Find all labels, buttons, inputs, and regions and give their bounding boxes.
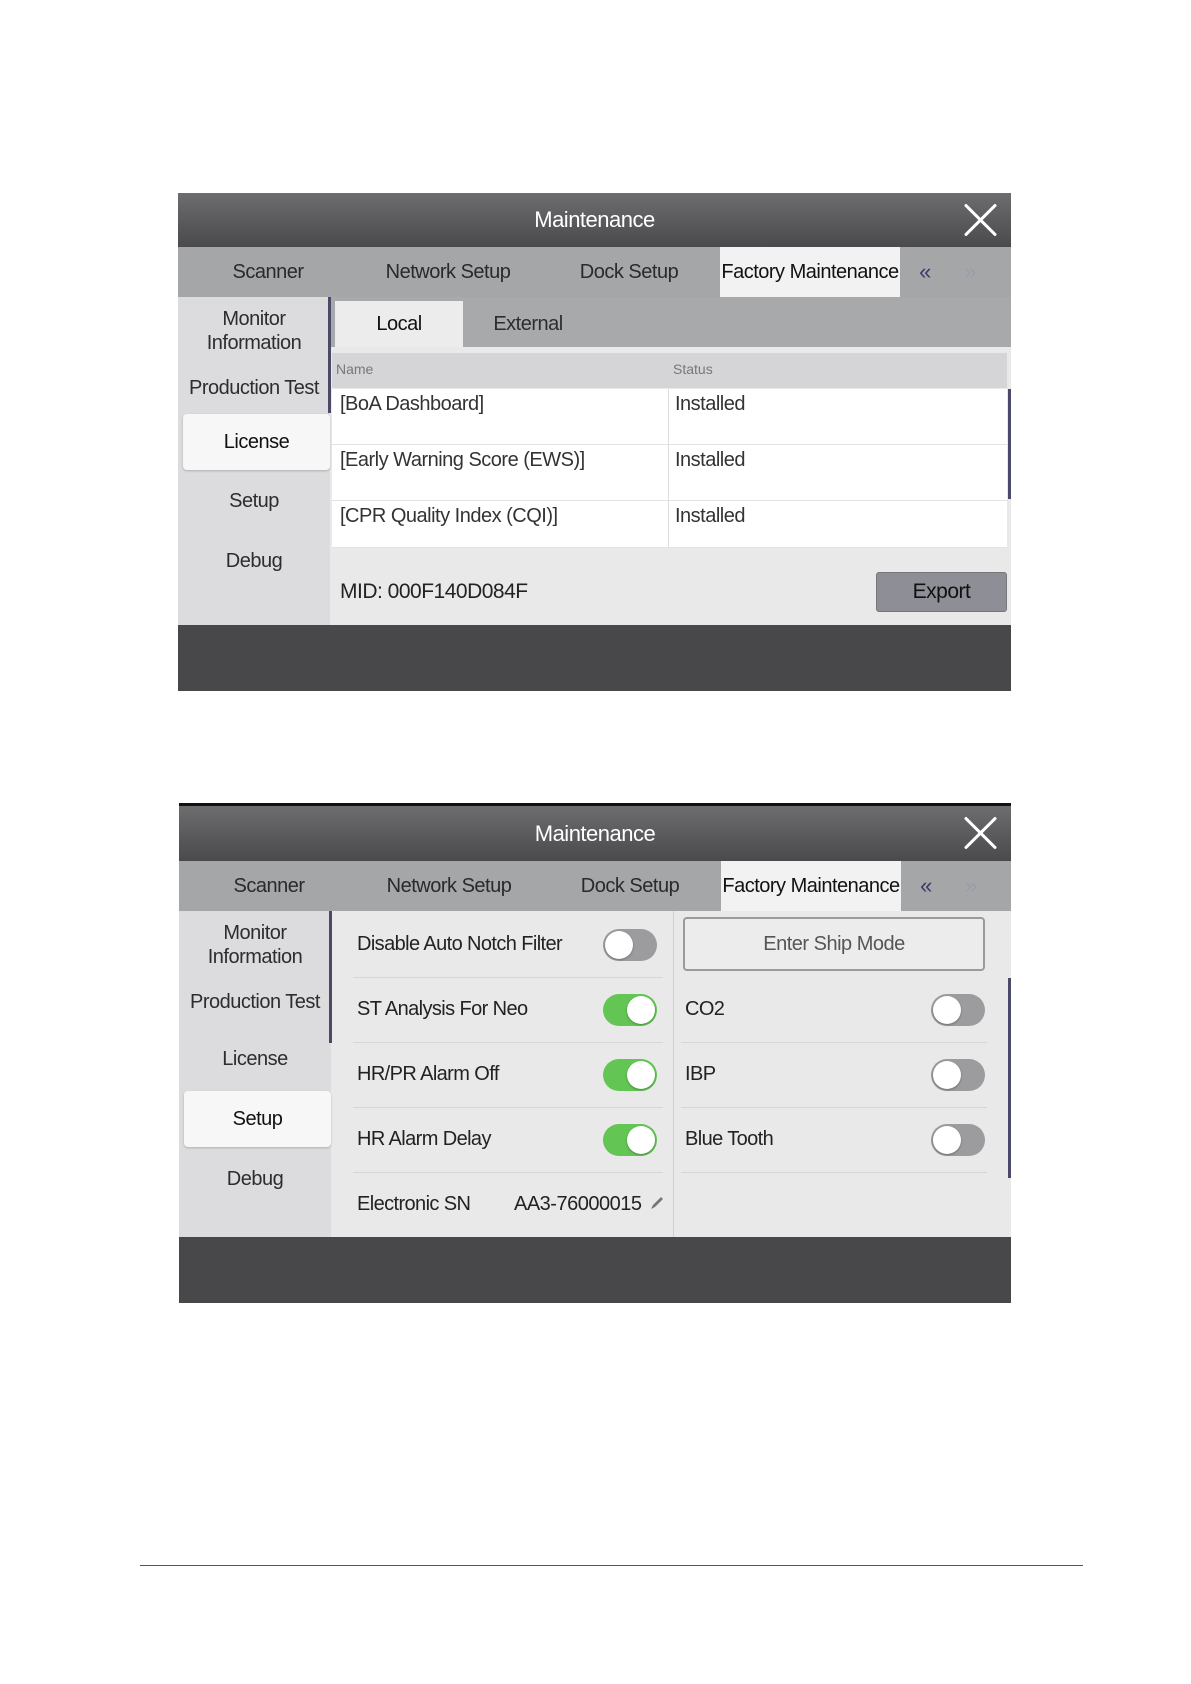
sidebar (178, 297, 330, 625)
window-title: Maintenance (534, 820, 656, 846)
column-header-name: Name (336, 361, 374, 377)
electronic-sn-label: Electronic SN (357, 1193, 471, 1215)
sidebar-item-production-test[interactable]: Production Test (190, 991, 320, 1013)
setting-label: HR Alarm Delay (357, 1128, 491, 1150)
sidebar-item-license[interactable]: License (222, 1048, 288, 1070)
sidebar-item-setup[interactable]: Setup (229, 490, 279, 512)
scrollbar[interactable] (1008, 978, 1011, 1178)
row-status: Installed (675, 449, 745, 471)
chevron-right-icon[interactable]: » (964, 259, 976, 284)
column-divider (673, 911, 674, 1237)
export-button[interactable]: Export (876, 572, 1007, 612)
st-analysis-for-neo-toggle[interactable] (603, 994, 657, 1026)
tab-scanner[interactable]: Scanner (233, 874, 305, 897)
maintenance-license-screen (178, 193, 1011, 691)
setting-label: CO2 (685, 998, 725, 1020)
hr-alarm-delay-toggle[interactable] (603, 1124, 657, 1156)
ibp-toggle[interactable] (931, 1059, 985, 1091)
tab-bar (178, 247, 1011, 297)
setting-row (353, 978, 663, 1043)
setting-label: HR/PR Alarm Off (357, 1063, 499, 1085)
tab-network-setup[interactable]: Network Setup (386, 874, 512, 897)
tab-scanner[interactable]: Scanner (232, 260, 304, 283)
tab-factory-maintenance[interactable]: Factory Maintenance (720, 247, 900, 297)
setting-label: IBP (685, 1063, 716, 1085)
scrollbar[interactable] (1008, 389, 1011, 499)
enter-ship-mode-button[interactable]: Enter Ship Mode (683, 917, 985, 971)
tab-factory-maintenance[interactable]: Factory Maintenance (721, 861, 901, 911)
setting-row (681, 978, 987, 1043)
close-icon[interactable] (961, 201, 999, 239)
row-name: [Early Warning Score (EWS)] (340, 449, 585, 471)
electronic-sn-row (353, 1173, 663, 1238)
sidebar-item-debug[interactable]: Debug (225, 550, 283, 572)
table-row[interactable] (332, 501, 1007, 548)
chevron-left-icon[interactable]: « (920, 873, 932, 898)
table-row[interactable] (332, 445, 1007, 501)
sidebar-item-monitor-information[interactable]: Monitor Information (206, 308, 302, 354)
setting-row (681, 1108, 987, 1173)
row-status: Installed (675, 393, 745, 415)
setting-label: ST Analysis For Neo (357, 998, 528, 1020)
tab-network-setup[interactable]: Network Setup (385, 260, 511, 283)
sidebar-item-monitor-information[interactable]: Monitor Information (207, 922, 303, 968)
table-header (332, 353, 1007, 388)
electronic-sn-value[interactable]: AA3-76000015 (514, 1193, 642, 1215)
subtab-bar (331, 297, 1011, 347)
chevron-left-icon[interactable]: « (919, 259, 931, 284)
co2-toggle[interactable] (931, 994, 985, 1026)
mid-value: 000F140D084F (387, 580, 528, 603)
chevron-right-icon[interactable]: » (965, 873, 977, 898)
sidebar-item-license[interactable]: License (183, 414, 330, 470)
mid-label: MID: (340, 580, 383, 603)
tab-dock-setup[interactable]: Dock Setup (580, 874, 680, 897)
subtab-local[interactable]: Local (335, 301, 463, 347)
sidebar (179, 911, 331, 1237)
row-name: [CPR Quality Index (CQI)] (340, 505, 558, 527)
mid-readout (340, 580, 528, 604)
hr-pr-alarm-off-toggle[interactable] (603, 1059, 657, 1091)
sidebar-item-setup[interactable]: Setup (184, 1091, 331, 1147)
subtab-external[interactable]: External (493, 312, 563, 335)
row-status: Installed (675, 505, 745, 527)
page-footer-rule (140, 1565, 1083, 1566)
tab-bar (179, 861, 1011, 911)
bottom-bar (178, 625, 1011, 691)
blue-tooth-toggle[interactable] (931, 1124, 985, 1156)
row-name: [BoA Dashboard] (340, 393, 484, 415)
setting-row (353, 913, 663, 978)
title-bar (179, 803, 1011, 861)
maintenance-setup-screen (179, 803, 1011, 1303)
sidebar-item-production-test[interactable]: Production Test (189, 377, 319, 399)
title-bar (178, 193, 1011, 247)
sidebar-divider (329, 911, 332, 1043)
setting-label: Disable Auto Notch Filter (357, 933, 563, 955)
pencil-icon[interactable] (649, 1195, 665, 1211)
window-title: Maintenance (534, 207, 655, 232)
setting-row (353, 1043, 663, 1108)
tab-dock-setup[interactable]: Dock Setup (579, 260, 679, 283)
setting-label: Blue Tooth (685, 1128, 774, 1150)
sidebar-item-debug[interactable]: Debug (226, 1168, 284, 1190)
setting-row (681, 1043, 987, 1108)
column-header-status: Status (673, 361, 713, 377)
setting-row (353, 1108, 663, 1173)
close-icon[interactable] (961, 814, 999, 852)
bottom-bar (179, 1237, 1011, 1303)
disable-auto-notch-filter-toggle[interactable] (603, 929, 657, 961)
table-row[interactable] (332, 389, 1007, 445)
